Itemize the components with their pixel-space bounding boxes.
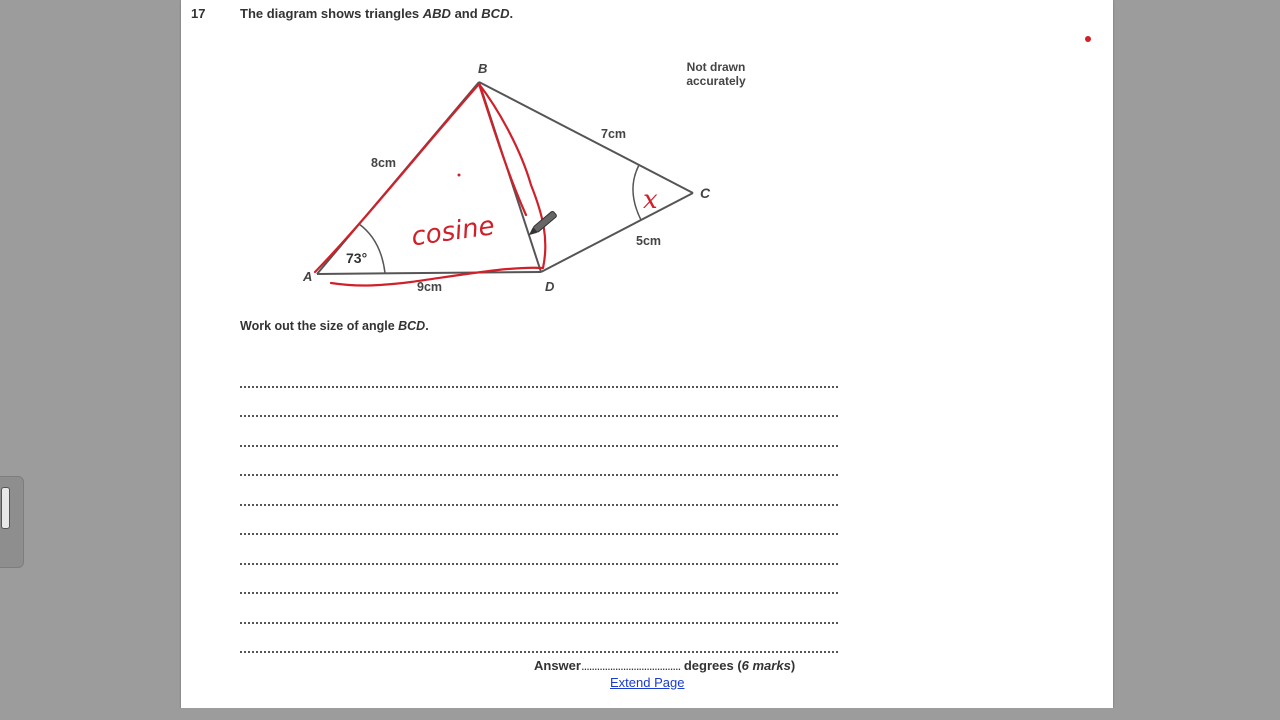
scroll-handle[interactable] bbox=[0, 476, 24, 568]
working-line[interactable] bbox=[240, 388, 838, 418]
ink-mark bbox=[1085, 36, 1091, 42]
not-drawn-note: Not drawn accurately bbox=[686, 60, 746, 88]
handwritten-cosine: cosine bbox=[409, 211, 497, 253]
side-cd-label: 5cm bbox=[636, 234, 662, 248]
side-ad-label: 9cm bbox=[417, 280, 443, 294]
working-lines[interactable] bbox=[240, 358, 838, 653]
working-line[interactable] bbox=[240, 506, 838, 536]
ink-dot bbox=[458, 174, 461, 177]
working-line[interactable] bbox=[240, 417, 838, 447]
working-line[interactable] bbox=[240, 358, 838, 388]
question-number: 17 bbox=[191, 6, 206, 21]
handwritten-x: x bbox=[643, 185, 658, 215]
answer-input[interactable]: ...................................... bbox=[580, 658, 681, 673]
extend-page-link[interactable]: Extend Page bbox=[610, 675, 685, 690]
bottom-bar bbox=[0, 708, 1280, 720]
exam-page bbox=[181, 0, 1113, 708]
answer-row: Answer...................................... degrees (6 marks) bbox=[534, 658, 796, 673]
working-line[interactable] bbox=[240, 535, 838, 565]
angle-c-arc bbox=[633, 165, 641, 220]
vertex-a-label: A bbox=[303, 269, 313, 284]
angle-a-label: 73° bbox=[346, 250, 368, 266]
question-text: The diagram shows triangles ABD and BCD. bbox=[240, 6, 514, 21]
working-line[interactable] bbox=[240, 447, 838, 477]
edge-ad bbox=[317, 272, 541, 274]
working-line[interactable] bbox=[240, 565, 838, 595]
vertex-b-label: B bbox=[478, 61, 488, 76]
working-line[interactable] bbox=[240, 476, 838, 506]
working-line[interactable] bbox=[240, 624, 838, 654]
triangle-diagram bbox=[181, 0, 1113, 310]
side-bc-label: 7cm bbox=[601, 127, 627, 141]
vertex-d-label: D bbox=[545, 279, 555, 294]
edge-cd bbox=[541, 193, 693, 272]
vertex-c-label: C bbox=[700, 185, 711, 201]
scroll-grip[interactable] bbox=[1, 487, 10, 529]
question-prompt: Work out the size of angle BCD. bbox=[240, 319, 429, 333]
side-ab-label: 8cm bbox=[371, 156, 397, 170]
working-line[interactable] bbox=[240, 594, 838, 624]
